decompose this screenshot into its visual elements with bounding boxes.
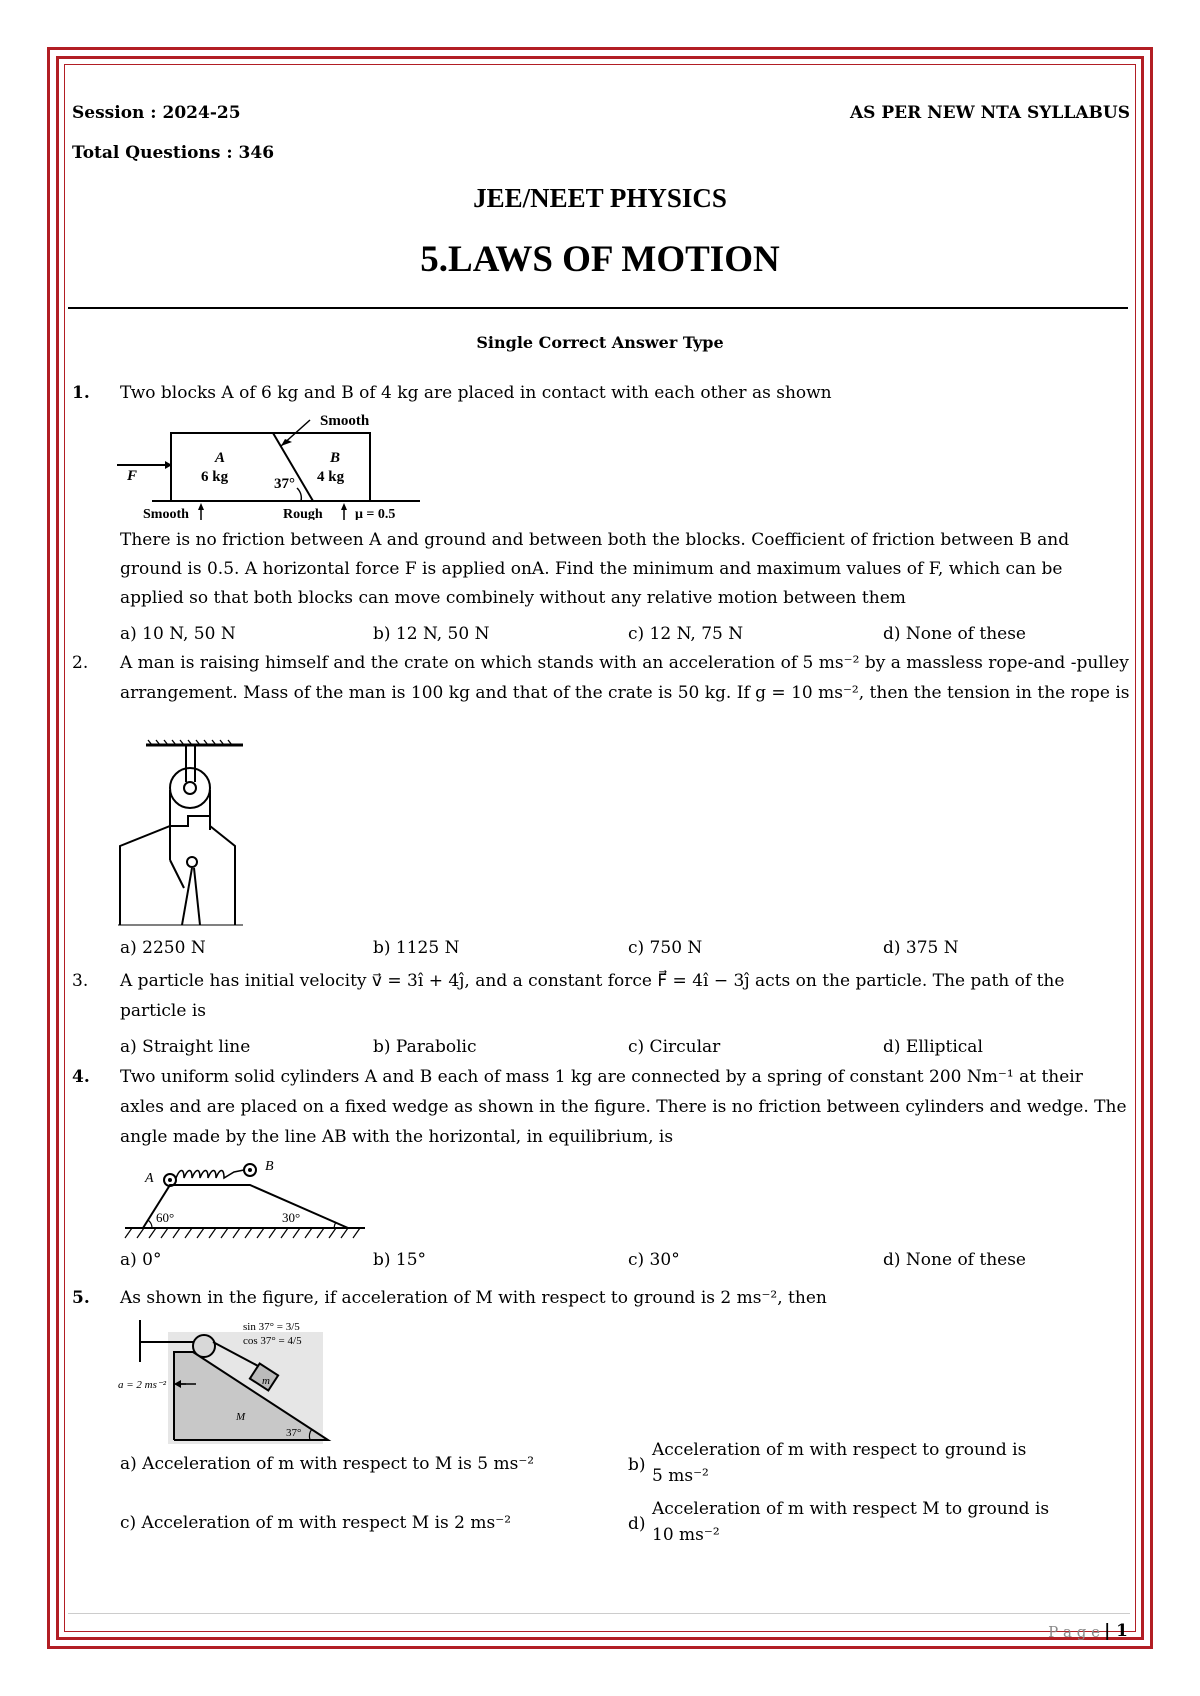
option-b[interactable]: b) 15° bbox=[373, 1250, 427, 1270]
option-b[interactable]: b) 12 N, 50 N bbox=[373, 624, 490, 644]
question-number: 3. bbox=[72, 971, 89, 991]
question-text: Two uniform solid cylinders A and B each of mass 1 kg are connected by a spring of constant 200 Nm⁻¹ at their axles and are placed on a fixed wedge as shown in the figure. There is no friction between cylinders and wedge. The angle made by the line AB with the horizontal, in equilibrium, is bbox=[120, 1067, 1127, 1147]
option-c[interactable]: c) 750 N bbox=[628, 938, 703, 958]
option-b[interactable]: b) 1125 N bbox=[373, 938, 460, 958]
label-mu: μ = 0.5 bbox=[355, 507, 396, 520]
label-b-mass: 4 kg bbox=[317, 469, 345, 485]
option-d-value[interactable]: 10 ms⁻² bbox=[652, 1525, 720, 1545]
q4-figure bbox=[120, 1150, 365, 1242]
option-b[interactable]: Acceleration of m with respect to ground is bbox=[652, 1440, 1027, 1460]
q2-figure bbox=[118, 738, 243, 928]
label-smooth-bottom: Smooth bbox=[143, 507, 189, 520]
page-number: | 1 bbox=[1104, 1621, 1128, 1641]
total-questions: Total Questions : 346 bbox=[72, 143, 275, 163]
option-d[interactable]: d) None of these bbox=[883, 624, 1026, 644]
page-label: P a g e bbox=[1048, 1623, 1100, 1641]
syllabus-label: AS PER NEW NTA SYLLABUS bbox=[849, 103, 1130, 123]
label-left-angle: 60° bbox=[156, 1210, 175, 1225]
label-force: F bbox=[127, 468, 138, 484]
label-small-m: m bbox=[262, 1375, 270, 1387]
option-b-value[interactable]: 5 ms⁻² bbox=[652, 1466, 709, 1486]
header-divider bbox=[68, 307, 1128, 309]
label-a-mass: 6 kg bbox=[201, 469, 229, 485]
option-d[interactable]: d) Elliptical bbox=[883, 1037, 983, 1057]
label-block-b: B bbox=[330, 450, 341, 466]
question-number: 1. bbox=[72, 383, 90, 403]
question-text: A particle has initial velocity v⃗ = 3î + 4ĵ, and a constant force F⃗ = 4î − 3ĵ acts on the particle. The path of the particle is bbox=[120, 971, 1065, 1021]
question-number: 4. bbox=[72, 1067, 90, 1087]
question-number: 2. bbox=[72, 653, 89, 673]
option-a[interactable]: a) 0° bbox=[120, 1250, 162, 1270]
question-text: A man is raising himself and the crate on which stands with an acceleration of 5 ms⁻² by a massless rope-and -pulley arrangement. Mass of the man is 100 kg and that of the crate is 50 kg. If g = 10 ms⁻², then the tension in the rope is bbox=[120, 653, 1130, 703]
option-b-marker[interactable]: b) bbox=[628, 1455, 646, 1475]
option-a[interactable]: a) 10 N, 50 N bbox=[120, 624, 236, 644]
label-cos: cos 37° = 4/5 bbox=[243, 1335, 302, 1347]
q1-figure bbox=[115, 408, 420, 520]
label-sin: sin 37° = 3/5 bbox=[243, 1321, 300, 1333]
label-smooth-top: Smooth bbox=[320, 413, 370, 429]
label-cylinder-b: B bbox=[265, 1159, 274, 1174]
option-c[interactable]: c) Acceleration of m with respect M is 2 ms⁻² bbox=[120, 1513, 512, 1533]
option-a[interactable]: a) 2250 N bbox=[120, 938, 206, 958]
option-c[interactable]: c) 30° bbox=[628, 1250, 680, 1270]
question-text: There is no friction between A and ground and between both the blocks. Coefficient of friction between B and ground is 0.5. A horizontal force F is applied onA. Find the minimum and maximum values of F, which can be applied so that both blocks can move combinely without any relative motion between them bbox=[120, 530, 1070, 608]
label-cylinder-a: A bbox=[145, 1171, 154, 1186]
section-title: Single Correct Answer Type bbox=[476, 333, 724, 352]
subject-title: JEE/NEET PHYSICS bbox=[473, 183, 727, 213]
question-text: Two blocks A of 6 kg and B of 4 kg are placed in contact with each other as shown bbox=[120, 383, 832, 403]
option-c[interactable]: c) Circular bbox=[628, 1037, 721, 1057]
question-number: 5. bbox=[72, 1288, 90, 1308]
label-right-angle: 30° bbox=[282, 1210, 301, 1225]
label-big-m: M bbox=[236, 1411, 246, 1423]
label-angle: 37° bbox=[286, 1427, 302, 1439]
footer-divider bbox=[68, 1613, 1130, 1614]
option-a[interactable]: a) Acceleration of m with respect to M is 5 ms⁻² bbox=[120, 1454, 535, 1474]
q5-figure bbox=[118, 1312, 336, 1444]
label-rough: Rough bbox=[283, 507, 323, 520]
label-acceleration: a = 2 ms⁻² bbox=[118, 1379, 167, 1391]
option-c[interactable]: c) 12 N, 75 N bbox=[628, 624, 744, 644]
chapter-title: 5.LAWS OF MOTION bbox=[420, 239, 780, 280]
option-d[interactable]: d) 375 N bbox=[883, 938, 959, 958]
option-d[interactable]: d) None of these bbox=[883, 1250, 1026, 1270]
option-d[interactable]: Acceleration of m with respect M to ground is bbox=[652, 1499, 1050, 1519]
question-text: As shown in the figure, if acceleration of M with respect to ground is 2 ms⁻², then bbox=[120, 1288, 827, 1308]
label-angle: 37° bbox=[274, 476, 295, 492]
label-block-a: A bbox=[215, 450, 226, 466]
option-a[interactable]: a) Straight line bbox=[120, 1037, 251, 1057]
session-label: Session : 2024-25 bbox=[72, 103, 241, 123]
option-b[interactable]: b) Parabolic bbox=[373, 1037, 477, 1057]
option-d-marker[interactable]: d) bbox=[628, 1514, 646, 1534]
